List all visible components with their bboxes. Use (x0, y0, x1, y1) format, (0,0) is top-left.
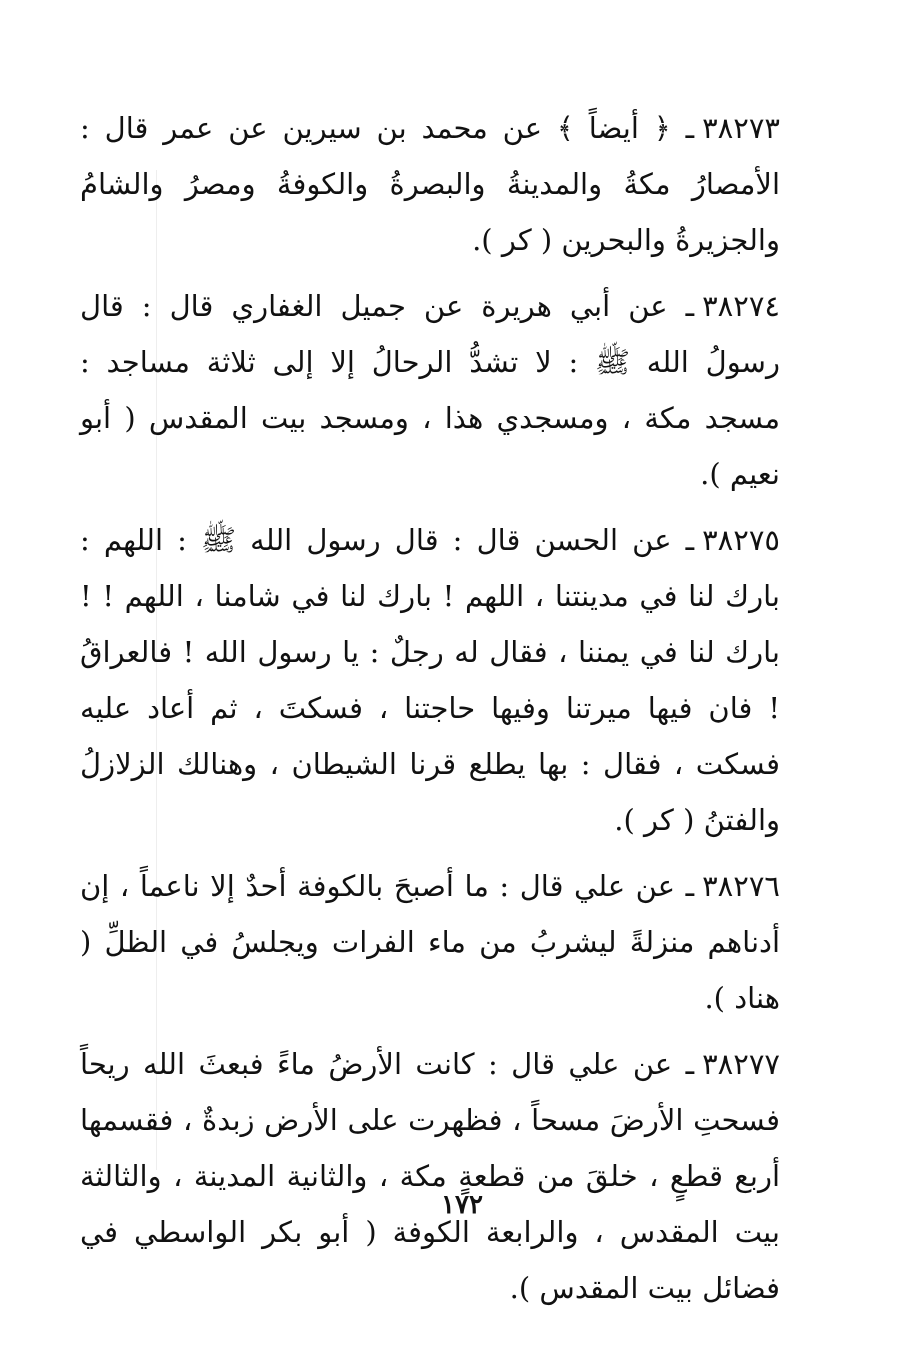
hadith-number: ٣٨٢٧٧ (702, 1047, 780, 1081)
hadith-number: ٣٨٢٧٥ (702, 523, 780, 557)
hadith-text: ـ عن الحسن قال : قال رسول الله ﷺ : اللهم : بارك لنا في مدينتنا ، اللهم ! بارك لنا في شامنا ، اللهم ! ! بارك لنا في يمننا ، فقال له رجلٌ : يا رسول الله ! فالعراقُ ! فان فيها ميرتنا وفيها حاجتنا ، فسكتَ ، ثم أعاد عليه فسكت ، فقال : بها يطلع قرنا الشيطان ، وهنالك الزلازلُ والفتنُ ( كر ). (80, 523, 780, 837)
hadith-list (80, 100, 780, 1316)
hadith-entry-38274 (80, 278, 780, 502)
hadith-text: ـ عن علي قال : كانت الأرضُ ماءً فبعثَ الله ريحاً فسحتِ الأرضَ مسحاً ، فظهرت على الأرض زبدةٌ ، فقسمها أربع قطعٍ ، خلقَ من قطعةٍ مكة ، والثانية المدينة ، والثالثة بيت المقدس ، والرابعة الكوفة ( أبو بكر الواسطي في فضائل بيت المقدس ). (80, 1047, 780, 1305)
page-number: ١٧٢ (441, 1190, 483, 1220)
hadith-number: ٣٨٢٧٣ (702, 111, 780, 145)
hadith-text: ـ عن أبي هريرة عن جميل الغفاري قال : قال رسولُ الله ﷺ : لا تشدُّ الرحالُ إلا إلى ثلاثة مساجد : مسجد مكة ، ومسجدي هذا ، ومسجد بيت المقدس ( أبو نعيم ). (80, 289, 780, 491)
hadith-entry-38273 (80, 100, 780, 268)
hadith-text: ـ عن علي قال : ما أصبحَ بالكوفة أحدٌ إلا ناعماً ، إن أدناهم منزلةً ليشربُ من ماء الفرات ويجلسُ في الظلِّ ( هناد ). (80, 869, 780, 1015)
hadith-number: ٣٨٢٧٤ (702, 289, 780, 323)
hadith-entry-38276 (80, 858, 780, 1026)
hadith-entry-38277 (80, 1036, 780, 1316)
hadith-text: ـ ﴿ أيضاً ﴾ عن محمد بن سيرين عن عمر قال : الأمصارُ مكةُ والمدينةُ والبصرةُ والكوفةُ ومصرُ والشامُ والجزيرةُ والبحرين ( كر ). (80, 111, 780, 257)
hadith-entry-38275 (80, 512, 780, 848)
hadith-number: ٣٨٢٧٦ (702, 869, 780, 903)
